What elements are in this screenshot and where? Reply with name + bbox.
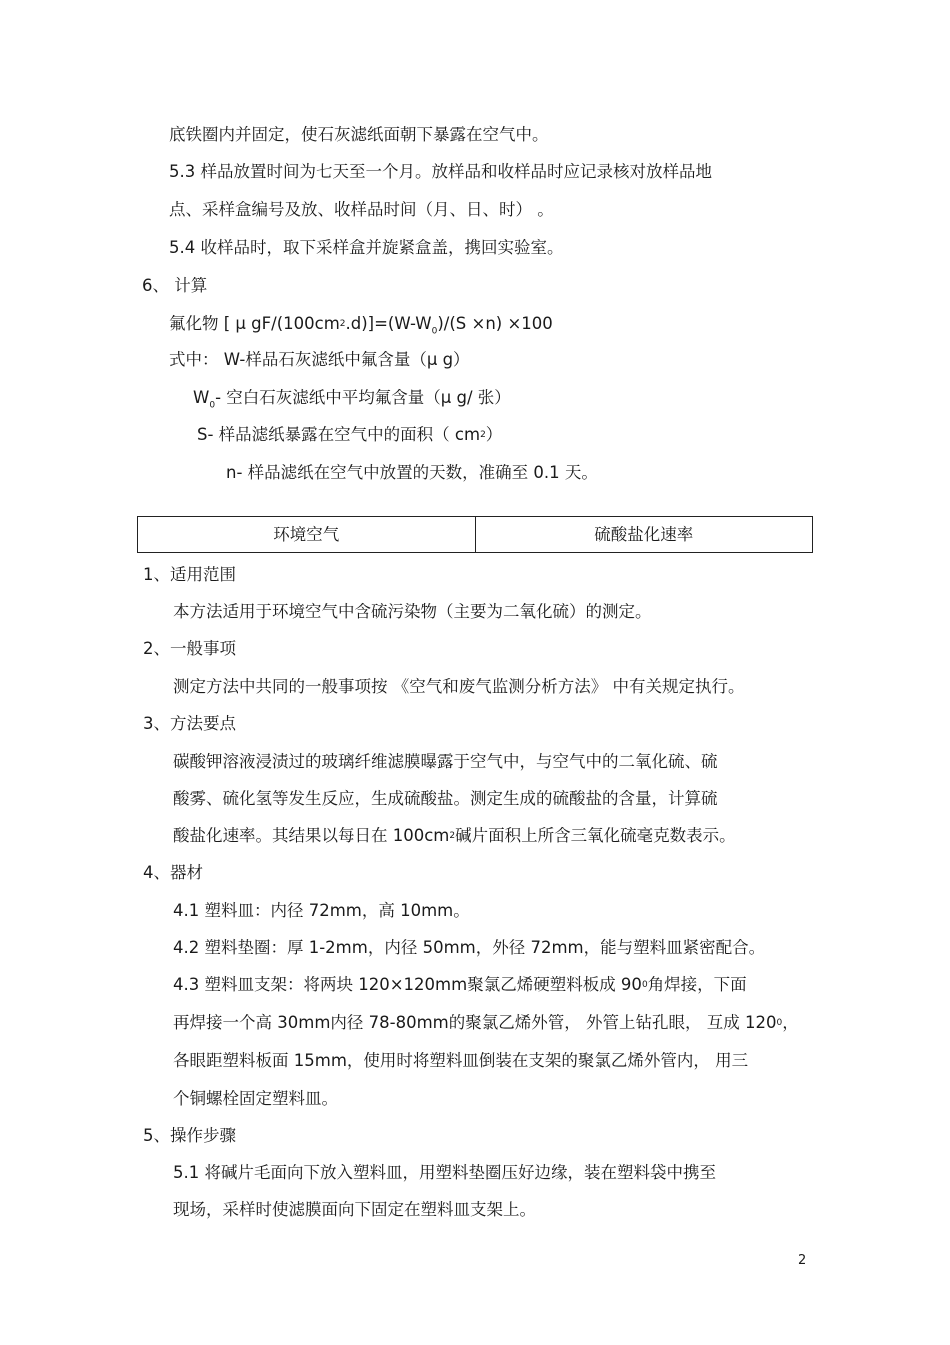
item-line: 各眼距塑料板面 15mm，使用时将塑料皿倒装在支架的聚氯乙烯外管内， 用三 [173,1051,749,1070]
definition-line: n- 样品滤纸在空气中放置的天数，准确至 0.1 天。 [226,463,598,482]
section-heading: 1、适用范围 [143,565,236,584]
paragraph-text: 酸盐化速率。其结果以每日在 100cm [173,826,450,845]
item-superscript: 0 [641,980,648,990]
table-cell-method: 硫酸盐化速率 [475,517,813,553]
section-heading: 3、方法要点 [143,714,236,733]
text-line: 5.4 收样品时，取下采样盒并旋紧盒盖，携回实验室。 [169,238,564,257]
paragraph-line: 测定方法中共同的一般事项按 《空气和废气监测分析方法》 中有关规定执行。 [173,677,745,696]
section-heading: 6、 计算 [142,276,208,295]
text-line: 底铁圈内并固定，使石灰滤纸面朝下暴露在空气中。 [169,125,549,144]
formula-superscript: 2 [339,319,346,329]
definition-line [197,424,502,449]
definition-text: ） [485,425,503,444]
page-number: 2 [798,1253,807,1268]
paragraph-text: 碱片面积上所含三氧化硫毫克数表示。 [455,826,736,845]
item-line [173,974,747,999]
item-line: 现场，采样时使滤膜面向下固定在塑料皿支架上。 [173,1200,536,1219]
item-line: 4.2 塑料垫圈：厚 1-2mm，内径 50mm，外径 72mm，能与塑料皿紧密配合。 [173,938,766,957]
section-heading: 2、一般事项 [143,639,236,658]
section-heading: 4、器材 [143,863,203,882]
definition-superscript: 2 [480,430,486,440]
definition-subscript: 0 [209,400,216,411]
paragraph-line [173,825,736,850]
formula-part: .d)]=(W-W [345,314,432,333]
item-text: 角焊接，下面 [647,975,747,994]
table-cell-environment: 环境空气 [138,517,476,553]
formula-part: 氟化物 [ μ gF/(100cm [169,314,340,333]
text-line: 点、采样盒编号及放、收样品时间（月、日、时） 。 [169,200,554,219]
paragraph-line: 酸雾、硫化氢等发生反应，生成硫酸盐。测定生成的硫酸盐的含量，计算硫 [173,789,718,808]
paragraph-line: 碳酸钾溶液浸渍过的玻璃纤维滤膜曝露于空气中，与空气中的二氧化硫、硫 [173,752,718,771]
text-line: 5.3 样品放置时间为七天至一个月。放样品和收样品时应记录核对放样品地 [169,162,712,181]
definition-line: 式中： W-样品石灰滤纸中氟含量（μ g） [169,350,470,369]
item-line: 4.1 塑料皿：内径 72mm，高 10mm。 [173,901,470,920]
paragraph-line: 本方法适用于环境空气中含硫污染物（主要为二氧化硫）的测定。 [173,602,652,621]
formula [169,313,553,342]
item-superscript: 0 [776,1018,783,1028]
item-text: ， [782,1013,799,1032]
paragraph-superscript: 2 [449,831,456,841]
definition-line [193,387,511,416]
item-line: 5.1 将碱片毛面向下放入塑料皿，用塑料垫圈压好边缘，装在塑料袋中携至 [173,1163,716,1182]
formula-subscript: 0 [431,326,438,337]
definition-symbol: W [193,388,210,407]
item-text: 再焊接一个高 30mm内径 78-80mm的聚氯乙烯外管， 外管上钻孔眼， 互成 120 [173,1013,777,1032]
definition-text: S- 样品滤纸暴露在空气中的面积（ cm [197,425,481,444]
item-line [173,1012,799,1037]
item-line: 个铜螺栓固定塑料皿。 [173,1089,338,1108]
section-heading: 5、操作步骤 [143,1126,236,1145]
definition-text: - 空白石灰滤纸中平均氟含量（μ g/ 张） [215,388,511,407]
formula-part: )/(S ×n) ×100 [437,314,553,333]
item-text: 4.3 塑料皿支架：将两块 120×120mm聚氯乙烯硬塑料板成 90 [173,975,642,994]
method-header-table [137,516,813,553]
